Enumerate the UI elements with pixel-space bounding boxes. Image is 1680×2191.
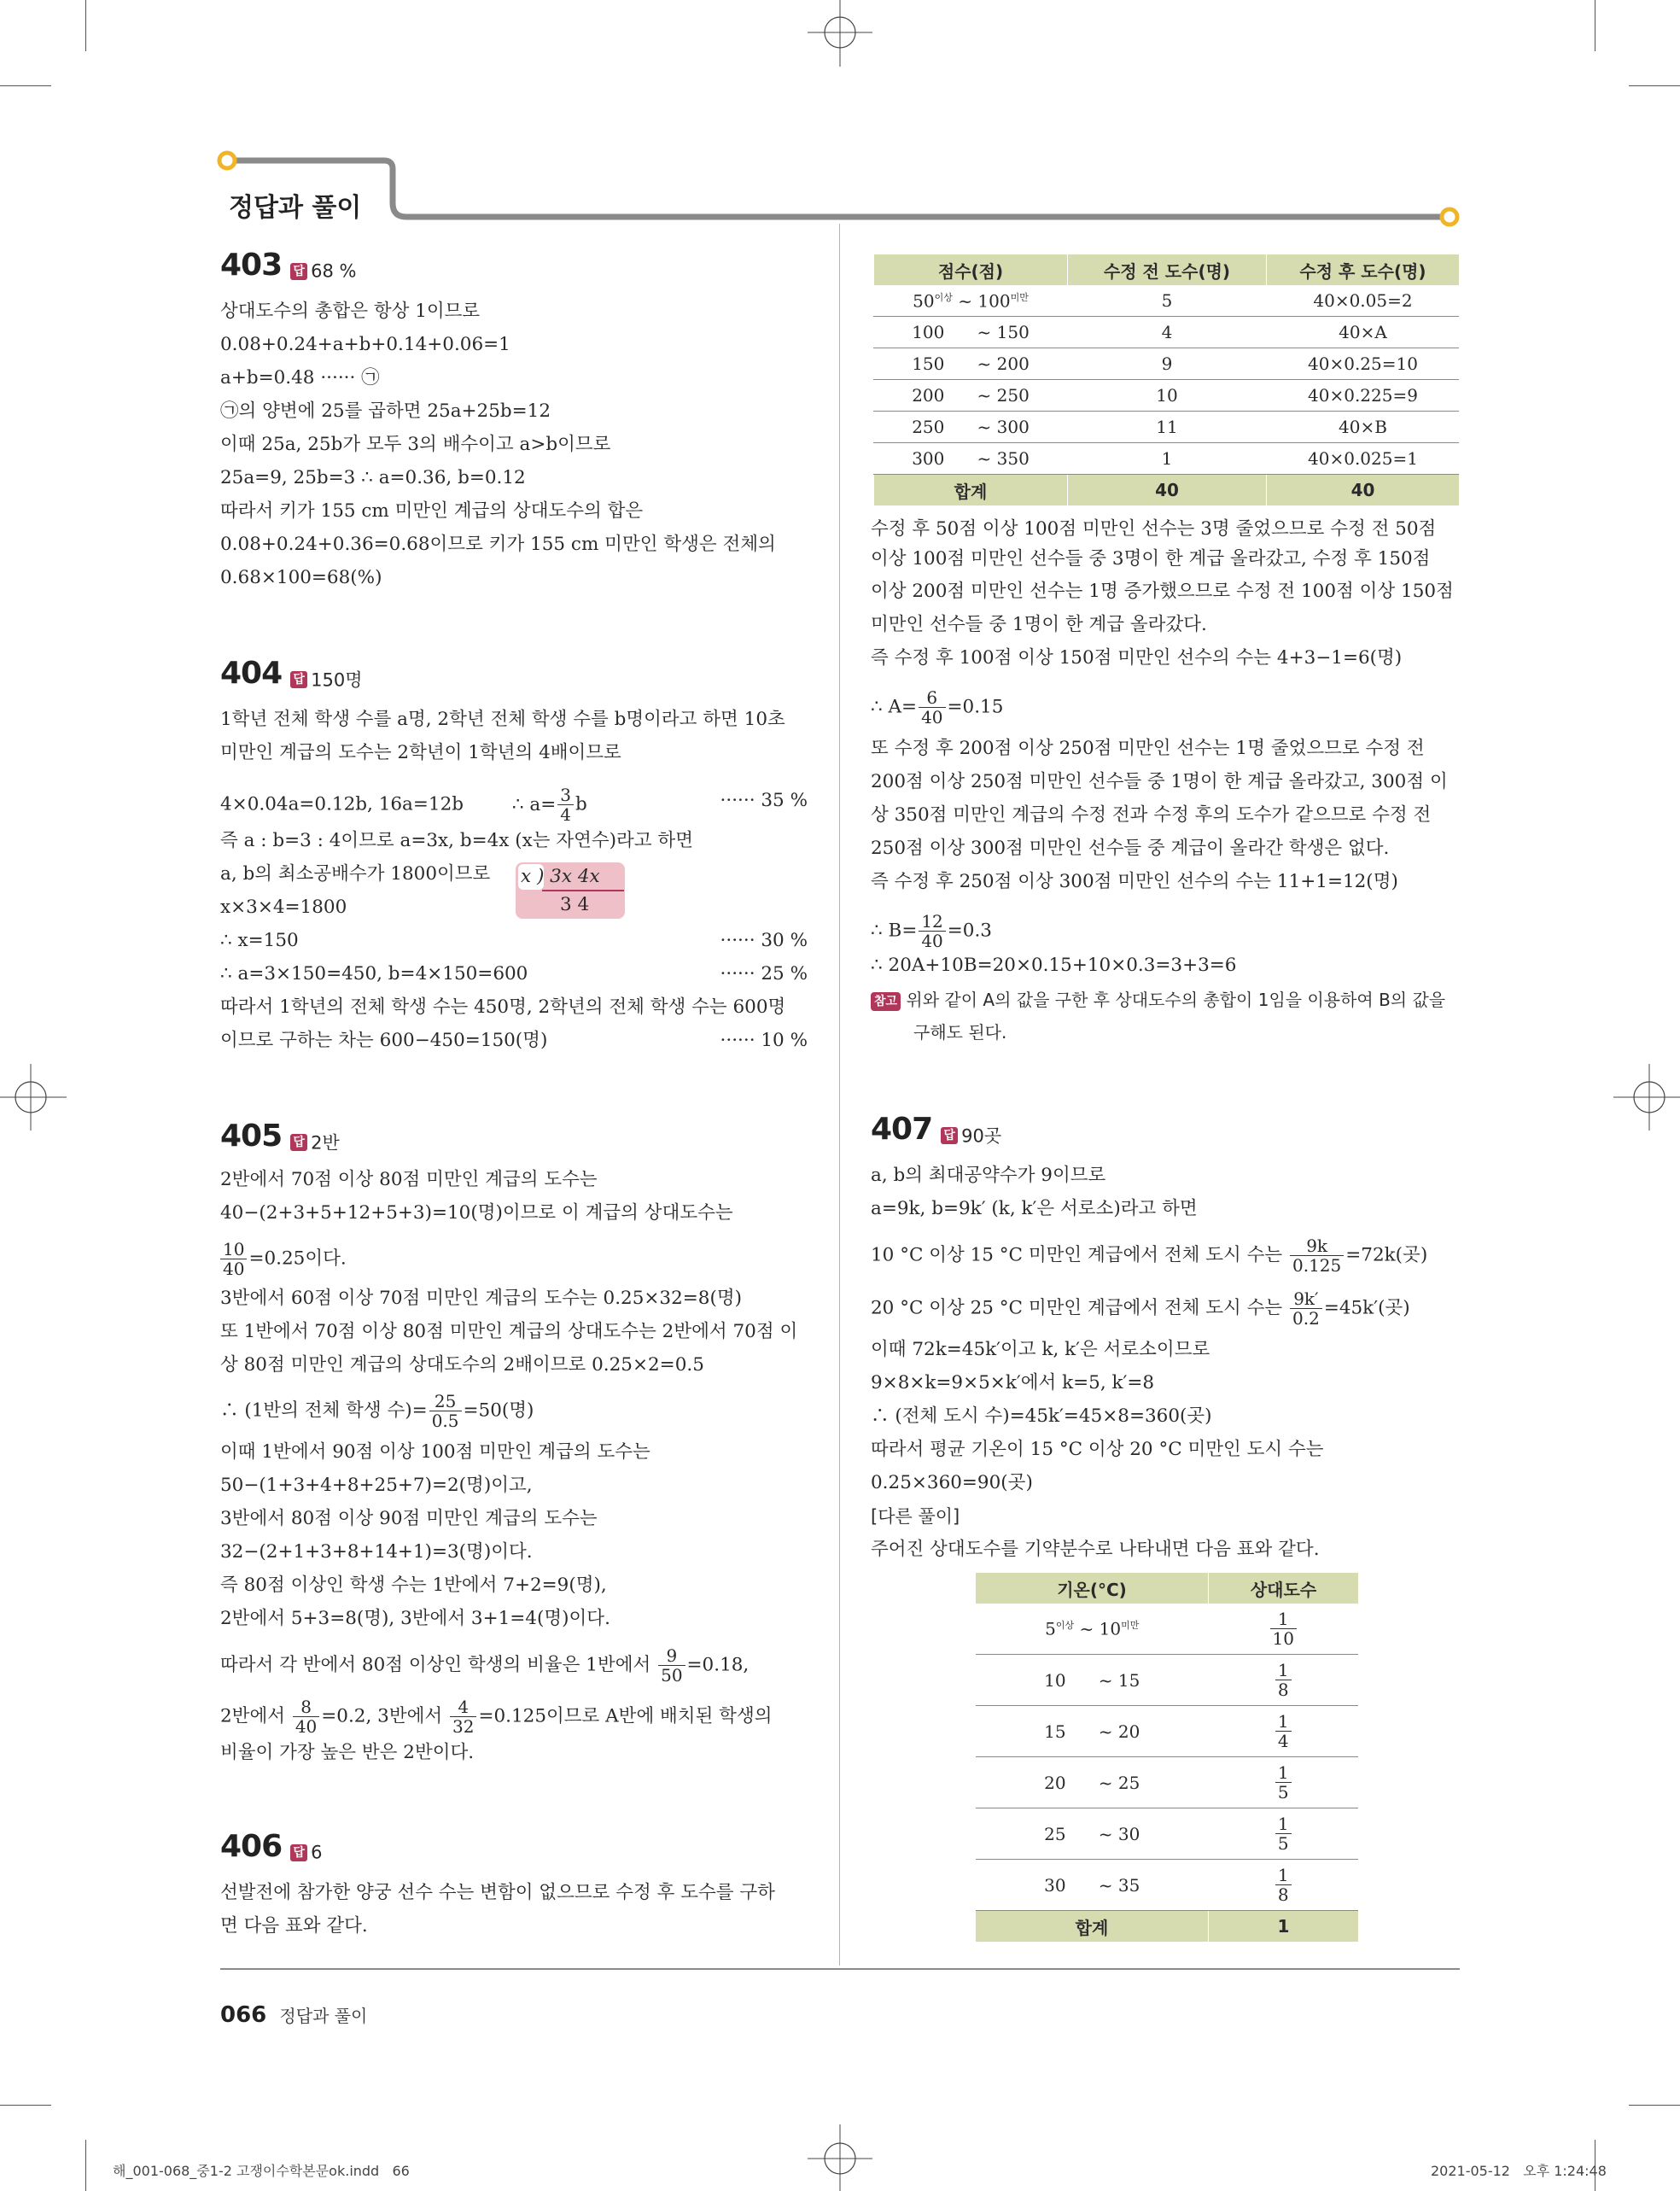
- table-cell: [1209, 1655, 1359, 1706]
- file-name: 해_001-068_중1-2 고쟁이수학본문ok.indd 66: [113, 2163, 410, 2179]
- answer-badge: 답: [290, 671, 307, 688]
- text-line: 32−(2+1+3+8+14+1)=3(명)이다.: [220, 1541, 533, 1563]
- score-note: ······ 30 %: [720, 930, 808, 951]
- lcm-top: x ) 3x 4x: [521, 866, 600, 887]
- table-cell: $5^{이상}$ ~ $10^{미만}$: [976, 1604, 1209, 1655]
- text-line: 수정 후 50점 이상 100점 미만인 선수는 3명 줄었으므로 수정 전 50점: [871, 518, 1437, 540]
- registration-mark-left: [0, 1059, 68, 1136]
- table-cell: 합계: [976, 1911, 1209, 1943]
- registration-mark-top: [802, 0, 879, 68]
- score-table: [873, 254, 1459, 505]
- table-header: 수정 후 도수(명): [1267, 254, 1460, 285]
- table-cell: 4: [1068, 317, 1267, 348]
- table-row: [874, 443, 1460, 475]
- text-line: a, b의 최소공배수가 1800이므로: [220, 863, 491, 885]
- table-cell: 40×A: [1267, 317, 1460, 348]
- table-cell: 40×0.05=2: [1267, 285, 1460, 317]
- table-cell: 100 ~ 150: [874, 317, 1068, 348]
- crop-mark: [1629, 2105, 1680, 2106]
- table-header: 점수(점): [874, 254, 1068, 285]
- text-line: ∴ 20A+10B=20×0.15+10×0.3=3+3=6: [871, 955, 1237, 976]
- text-line: 2반에서 70점 이상 80점 미만인 계급의 도수는: [220, 1169, 598, 1190]
- text-line: 2반에서 5+3=8(명), 3반에서 3+1=4(명)이다.: [220, 1608, 610, 1629]
- fraction: $\frac{1}{8}$: [1275, 1661, 1292, 1699]
- registration-mark-right: [1612, 1059, 1680, 1136]
- table-cell: [1209, 1604, 1359, 1655]
- table-cell: 40×0.225=9: [1267, 380, 1460, 412]
- text-line: 이때 1반에서 90점 이상 100점 미만인 계급의 도수는: [220, 1441, 650, 1463]
- text-line: 25a=9, 25b=3 ∴ a=0.36, b=0.12: [220, 467, 526, 488]
- text-line: 10 °C 이상 15 °C 미만인 계급에서 전체 도시 수는 $\frac{9k}{0.125}$ =72k(곳): [871, 1236, 1428, 1276]
- problem-403-header: [220, 248, 357, 283]
- table-cell: 300 ~ 350: [874, 443, 1068, 475]
- table-cell: 20 ~ 25: [976, 1757, 1209, 1808]
- answer-value: 6: [311, 1842, 323, 1863]
- text-line: 따라서 평균 기온이 15 °C 이상 20 °C 미만인 도시 수는: [871, 1439, 1324, 1460]
- problem-407-header: [871, 1112, 1001, 1148]
- fraction: $\frac{10}{40}$: [220, 1240, 247, 1278]
- note: 참고 위와 같이 A의 값을 구한 후 상대도수의 총합이 1임을 이용하여 B의 값을: [871, 987, 1445, 1013]
- table-row: [874, 317, 1460, 348]
- text-line: 따라서 1학년의 전체 학생 수는 450명, 2학년의 전체 학생 수는 600명: [220, 996, 786, 1018]
- text-line: ∴ x=150 ······ 30 %: [220, 928, 808, 954]
- fraction: $\frac{9k'}{0.2}$: [1290, 1289, 1322, 1328]
- text-line: 상 80점 미만인 계급의 상대도수의 2배이므로 0.25×2=0.5: [220, 1354, 704, 1376]
- text-line: 4×0.04a=0.12b, 16a=12b ∴ a= $\frac{3}{4}$ b ······ 35 %: [220, 785, 808, 825]
- text-line: ∴ B= $\frac{12}{40}$ =0.3: [871, 911, 992, 951]
- text-line: 0.08+0.24+0.36=0.68이므로 키가 155 cm 미만인 학생은 전체의: [220, 534, 776, 555]
- answer-value: 150명: [311, 669, 363, 691]
- registration-mark-bottom: [802, 2123, 879, 2191]
- table-cell: 11: [1068, 412, 1267, 443]
- table-header: 기온(°C): [976, 1573, 1209, 1604]
- text-line: 주어진 상대도수를 기약분수로 나타내면 다음 표와 같다.: [871, 1539, 1320, 1560]
- table-cell: 10: [1068, 380, 1267, 412]
- problem-number: 406: [220, 1829, 283, 1864]
- text-line: ∴ (1반의 전체 학생 수)= $\frac{25}{0.5}$ =50(명): [220, 1391, 534, 1431]
- score-note: ······ 25 %: [720, 963, 808, 984]
- table-cell: 40: [1267, 475, 1460, 506]
- text-line: 선발전에 참가한 양궁 선수 수는 변함이 없으므로 수정 후 도수를 구하: [220, 1882, 775, 1903]
- header-line: [213, 145, 1468, 231]
- crop-mark: [85, 0, 86, 51]
- table-cell: 30 ~ 35: [976, 1860, 1209, 1911]
- score-note: ······ 10 %: [720, 1030, 808, 1051]
- table-cell: 1: [1068, 443, 1267, 475]
- table-cell: 1: [1209, 1911, 1359, 1943]
- text-line: 이때 72k=45k′이고 k, k′은 서로소이므로: [871, 1339, 1210, 1360]
- table-header: 상대도수: [1209, 1573, 1359, 1604]
- table-cell: 40: [1068, 475, 1267, 506]
- fraction: $\frac{25}{0.5}$: [429, 1392, 462, 1430]
- text-line: 즉 수정 후 250점 이상 300점 미만인 선수의 수는 11+1=12(명): [871, 871, 1398, 892]
- note-tag: 참고: [871, 992, 901, 1011]
- table-row: [976, 1860, 1358, 1911]
- text-line: ∴ (전체 도시 수)=45k′=45×8=360(곳): [871, 1405, 1212, 1427]
- crop-mark: [85, 2140, 86, 2191]
- text-line: 따라서 각 반에서 80점 이상인 학생의 비율은 1반에서 $\frac{9}{50}$ =0.18,: [220, 1645, 750, 1686]
- text-line: 상 350점 미만인 계급의 수정 전과 수정 후의 도수가 같으므로 수정 전: [871, 804, 1432, 826]
- text-line: 미만인 계급의 도수는 2학년이 1학년의 4배이므로: [220, 742, 621, 763]
- text-line: 0.68×100=68(%): [220, 567, 382, 588]
- table-total-row: [874, 475, 1460, 506]
- table-cell: [1209, 1860, 1359, 1911]
- text-line: 20 °C 이상 25 °C 미만인 계급에서 전체 도시 수는 $\frac{9k'}{0.2}$ =45k′(곳): [871, 1288, 1410, 1329]
- table-cell: 9: [1068, 348, 1267, 380]
- table-row: [976, 1706, 1358, 1757]
- column-divider: [839, 224, 840, 1966]
- score-note: ······ 35 %: [720, 790, 808, 811]
- note-continued: 구해도 된다.: [913, 1022, 1007, 1043]
- text-line: 따라서 키가 155 cm 미만인 계급의 상대도수의 합은: [220, 500, 644, 522]
- table-header: 수정 전 도수(명): [1068, 254, 1267, 285]
- answer-badge: 답: [290, 263, 307, 280]
- text-line: 또 1반에서 70점 이상 80점 미만인 계급의 상대도수는 2반에서 70점 이: [220, 1321, 798, 1342]
- fraction: $\frac{1}{4}$: [1275, 1712, 1292, 1750]
- text-line: 이상 200점 미만인 선수는 1명 증가했으므로 수정 전 100점 이상 150점: [871, 581, 1454, 602]
- answer-value: 68 %: [311, 260, 357, 282]
- crop-mark: [0, 85, 51, 86]
- text-line: 이므로 구하는 차는 600−450=150(명) ······ 10 %: [220, 1028, 808, 1054]
- text-line: 1학년 전체 학생 수를 a명, 2학년 전체 학생 수를 b명이라고 하면 10초: [220, 709, 785, 730]
- table-cell: 5: [1068, 285, 1267, 317]
- text-line: 즉 a : b=3 : 4이므로 a=3x, b=4x (x는 자연수)라고 하면: [220, 830, 693, 851]
- text-line: 0.25×360=90(곳): [871, 1472, 1033, 1493]
- text-line: 40−(2+3+5+12+5+3)=10(명)이므로 이 계급의 상대도수는: [220, 1202, 733, 1224]
- table-total-row: [976, 1911, 1358, 1943]
- footer-label: 정답과 풀이: [279, 2006, 368, 2026]
- problem-number: 405: [220, 1119, 283, 1154]
- table-cell: 15 ~ 20: [976, 1706, 1209, 1757]
- table-row: [976, 1757, 1358, 1808]
- table-cell: 40×0.25=10: [1267, 348, 1460, 380]
- table-cell: 150 ~ 200: [874, 348, 1068, 380]
- text-line: 2반에서 $\frac{8}{40}$ =0.2, 3반에서 $\frac{4}{32}$ =0.125이므로 A반에 배치된 학생의: [220, 1697, 773, 1737]
- text-line: 200점 이상 250점 미만인 선수들 중 1명이 한 계급 올라갔고, 300점 이: [871, 771, 1448, 792]
- page-title: 정답과 풀이: [229, 193, 362, 223]
- text-line: 50−(1+3+4+8+25+7)=2(명)이고,: [220, 1475, 533, 1496]
- text-line: ∴ A= $\frac{6}{40}$ =0.15: [871, 687, 1004, 727]
- table-cell: 25 ~ 30: [976, 1808, 1209, 1860]
- table-row: [874, 380, 1460, 412]
- table-cell: $50^{이상}$ ~ $100^{미만}$: [874, 285, 1068, 317]
- text-line: $\frac{10}{40}$ =0.25이다.: [220, 1240, 347, 1278]
- table-cell: 200 ~ 250: [874, 380, 1068, 412]
- table-cell: 40×B: [1267, 412, 1460, 443]
- answer-badge: 답: [941, 1127, 958, 1144]
- problem-number: 407: [871, 1112, 933, 1147]
- text-line: 3반에서 80점 이상 90점 미만인 계급의 도수는: [220, 1508, 598, 1529]
- table-row: [976, 1655, 1358, 1706]
- fraction: $\frac{1}{5}$: [1275, 1814, 1292, 1853]
- problem-405-header: [220, 1119, 340, 1155]
- fraction: $\frac{4}{32}$: [450, 1697, 476, 1736]
- fraction: $\frac{1}{10}$: [1270, 1610, 1297, 1648]
- print-date: 2021-05-12 오후 1:24:48: [1431, 2163, 1607, 2179]
- table-cell: [1209, 1757, 1359, 1808]
- text-line: 즉 수정 후 100점 이상 150점 미만인 선수의 수는 4+3−1=6(명): [871, 647, 1403, 669]
- text-line: 3반에서 60점 이상 70점 미만인 계급의 도수는 0.25×32=8(명): [220, 1288, 743, 1309]
- alt-solution-heading: [다른 풀이]: [871, 1506, 960, 1527]
- text-line: a, b의 최대공약수가 9이므로: [871, 1165, 1106, 1186]
- answer-badge: 답: [290, 1134, 307, 1151]
- relative-frequency-table: [976, 1573, 1358, 1942]
- problem-406-header: [220, 1829, 323, 1864]
- text-line: ㉠의 양변에 25를 곱하면 25a+25b=12: [220, 400, 551, 422]
- table-row: [874, 412, 1460, 443]
- text-line: 이상 100점 미만인 선수들 중 3명이 한 계급 올라갔고, 수정 후 150점: [871, 548, 1431, 570]
- page-footer: [220, 2002, 367, 2028]
- text-line: 이때 25a, 25b가 모두 3의 배수이고 a>b이므로: [220, 434, 611, 455]
- text-line: 면 다음 표와 같다.: [220, 1915, 368, 1937]
- text-line: a=9k, b=9k′ (k, k′은 서로소)라고 하면: [871, 1198, 1198, 1219]
- problem-number: 404: [220, 656, 283, 691]
- crop-mark: [1629, 85, 1680, 86]
- answer-value: 90곳: [961, 1125, 1002, 1147]
- footer-rule: [220, 1968, 1460, 1970]
- fraction: $\frac{6}{40}$: [919, 688, 945, 727]
- page-number: 066: [220, 2002, 267, 2028]
- fraction: $\frac{9}{50}$: [658, 1646, 685, 1685]
- table-row: [874, 285, 1460, 317]
- table-cell: 250 ~ 300: [874, 412, 1068, 443]
- table-cell: [1209, 1706, 1359, 1757]
- fraction: $\frac{3}{4}$: [557, 786, 574, 824]
- fraction: $\frac{1}{8}$: [1275, 1866, 1292, 1904]
- table-row: [874, 348, 1460, 380]
- table-row: [976, 1808, 1358, 1860]
- problem-404-header: [220, 656, 363, 692]
- fraction: $\frac{1}{5}$: [1275, 1763, 1292, 1802]
- text-line: ∴ a=3×150=450, b=4×150=600 ······ 25 %: [220, 961, 808, 987]
- text-line: 즉 80점 이상인 학생 수는 1반에서 7+2=9(명),: [220, 1575, 607, 1596]
- text-line: x×3×4=1800: [220, 897, 347, 918]
- text-line: 비율이 가장 높은 반은 2반이다.: [220, 1742, 475, 1763]
- table-cell: 40×0.025=1: [1267, 443, 1460, 475]
- text-line: 또 수정 후 200점 이상 250점 미만인 선수는 1명 줄었으므로 수정 전: [871, 738, 1425, 759]
- fraction: $\frac{8}{40}$: [293, 1697, 319, 1736]
- crop-mark: [0, 2105, 51, 2106]
- fraction: $\frac{12}{40}$: [919, 912, 945, 950]
- lcm-division-box: [516, 862, 625, 919]
- table-cell: 10 ~ 15: [976, 1655, 1209, 1706]
- answer-badge: 답: [290, 1844, 307, 1861]
- text-line: a+b=0.48 ······ ㉠: [220, 367, 380, 389]
- text-line: 9×8×k=9×5×k′에서 k=5, k′=8: [871, 1372, 1155, 1393]
- fraction: $\frac{9k}{0.125}$: [1290, 1236, 1344, 1275]
- table-cell: 합계: [874, 475, 1068, 506]
- text-line: 250점 이상 300점 미만인 선수들 중 계급이 올라간 학생은 없다.: [871, 838, 1390, 859]
- answer-value: 2반: [311, 1132, 340, 1154]
- problem-number: 403: [220, 248, 283, 283]
- text-line: 상대도수의 총합은 항상 1이므로: [220, 301, 481, 322]
- text-line: 0.08+0.24+a+b+0.14+0.06=1: [220, 334, 510, 355]
- table-cell: [1209, 1808, 1359, 1860]
- table-row: [976, 1604, 1358, 1655]
- lcm-bottom: 3 4: [560, 894, 590, 915]
- text-line: 미만인 선수들 중 1명이 한 계급 올라갔다.: [871, 614, 1207, 635]
